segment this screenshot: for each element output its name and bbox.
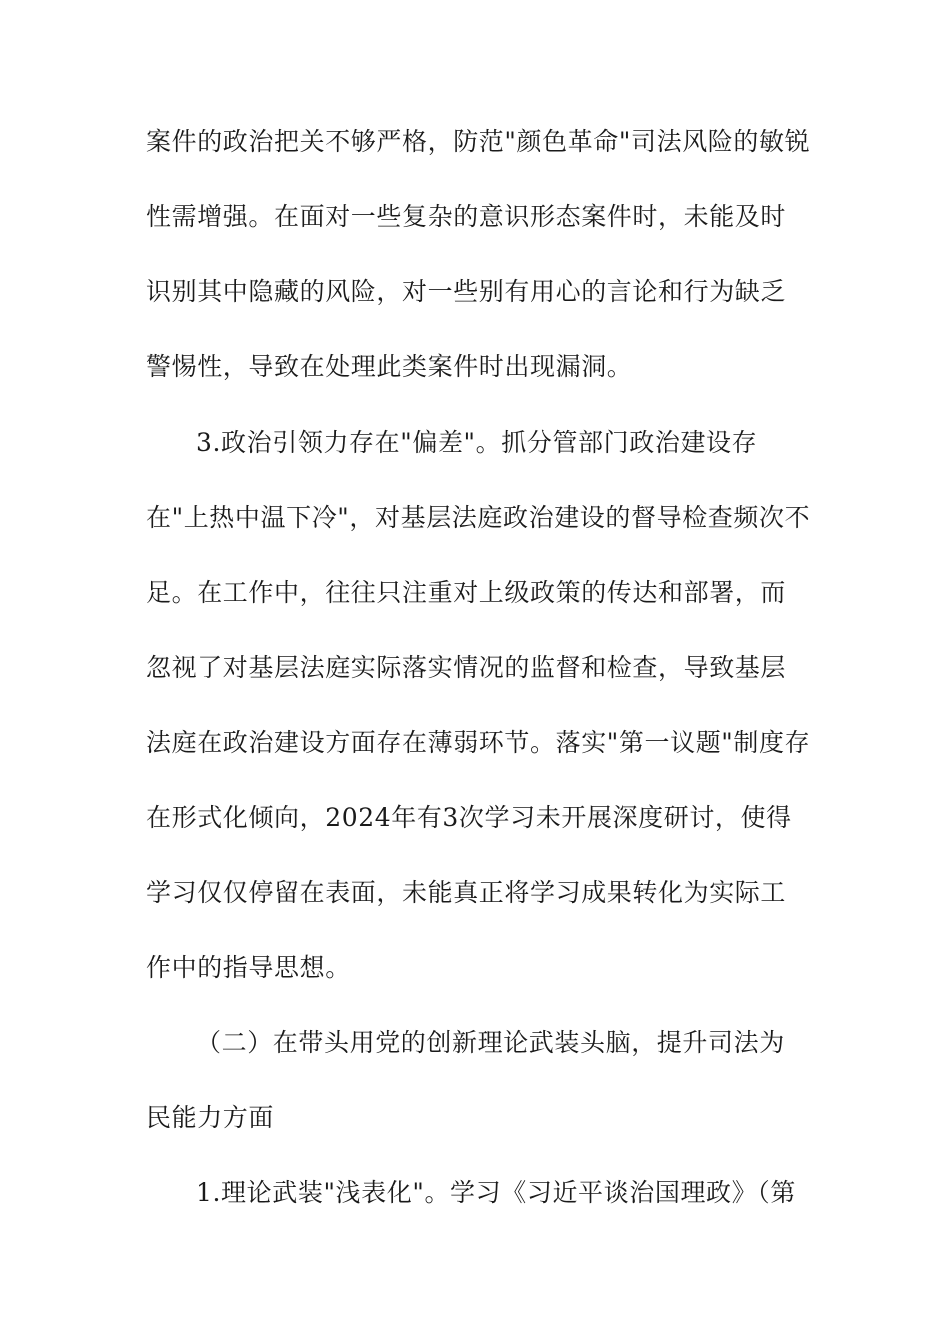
paragraph-line: 识别其中隐藏的风险，对一些别有用心的言论和行为缺乏 bbox=[146, 277, 787, 306]
paragraph-line: 学习仅仅停留在表面，未能真正将学习成果转化为实际工 bbox=[146, 878, 787, 907]
section-heading-line: 1.理论武装"浅表化"。学习《习近平谈治国理政》（第 bbox=[196, 1178, 796, 1207]
paragraph-line: 足。在工作中，往往只注重对上级政策的传达和部署，而 bbox=[146, 578, 787, 607]
subsection-heading-line: （二）在带头用党的创新理论武装头脑，提升司法为 bbox=[196, 1028, 785, 1057]
subsection-heading-line: 民能力方面 bbox=[146, 1103, 275, 1132]
paragraph-line: 案件的政治把关不够严格，防范"颜色革命"司法风险的敏锐 bbox=[146, 127, 811, 156]
paragraph-line: 性需增强。在面对一些复杂的意识形态案件时，未能及时 bbox=[146, 202, 787, 231]
paragraph-line: 警惕性，导致在处理此类案件时出现漏洞。 bbox=[146, 352, 633, 381]
paragraph-line: 忽视了对基层法庭实际落实情况的监督和检查，导致基层 bbox=[146, 653, 787, 682]
section-heading-line: 3.政治引领力存在"偏差"。抓分管部门政治建设存 bbox=[196, 428, 758, 457]
paragraph-line: 在"上热中温下冷"，对基层法庭政治建设的督导检查频次不 bbox=[146, 503, 811, 532]
paragraph-line: 在形式化倾向，2024年有3次学习未开展深度研讨，使得 bbox=[146, 803, 792, 832]
paragraph-line: 法庭在政治建设方面存在薄弱环节。落实"第一议题"制度存 bbox=[146, 728, 811, 757]
paragraph-line: 作中的指导思想。 bbox=[146, 953, 351, 982]
